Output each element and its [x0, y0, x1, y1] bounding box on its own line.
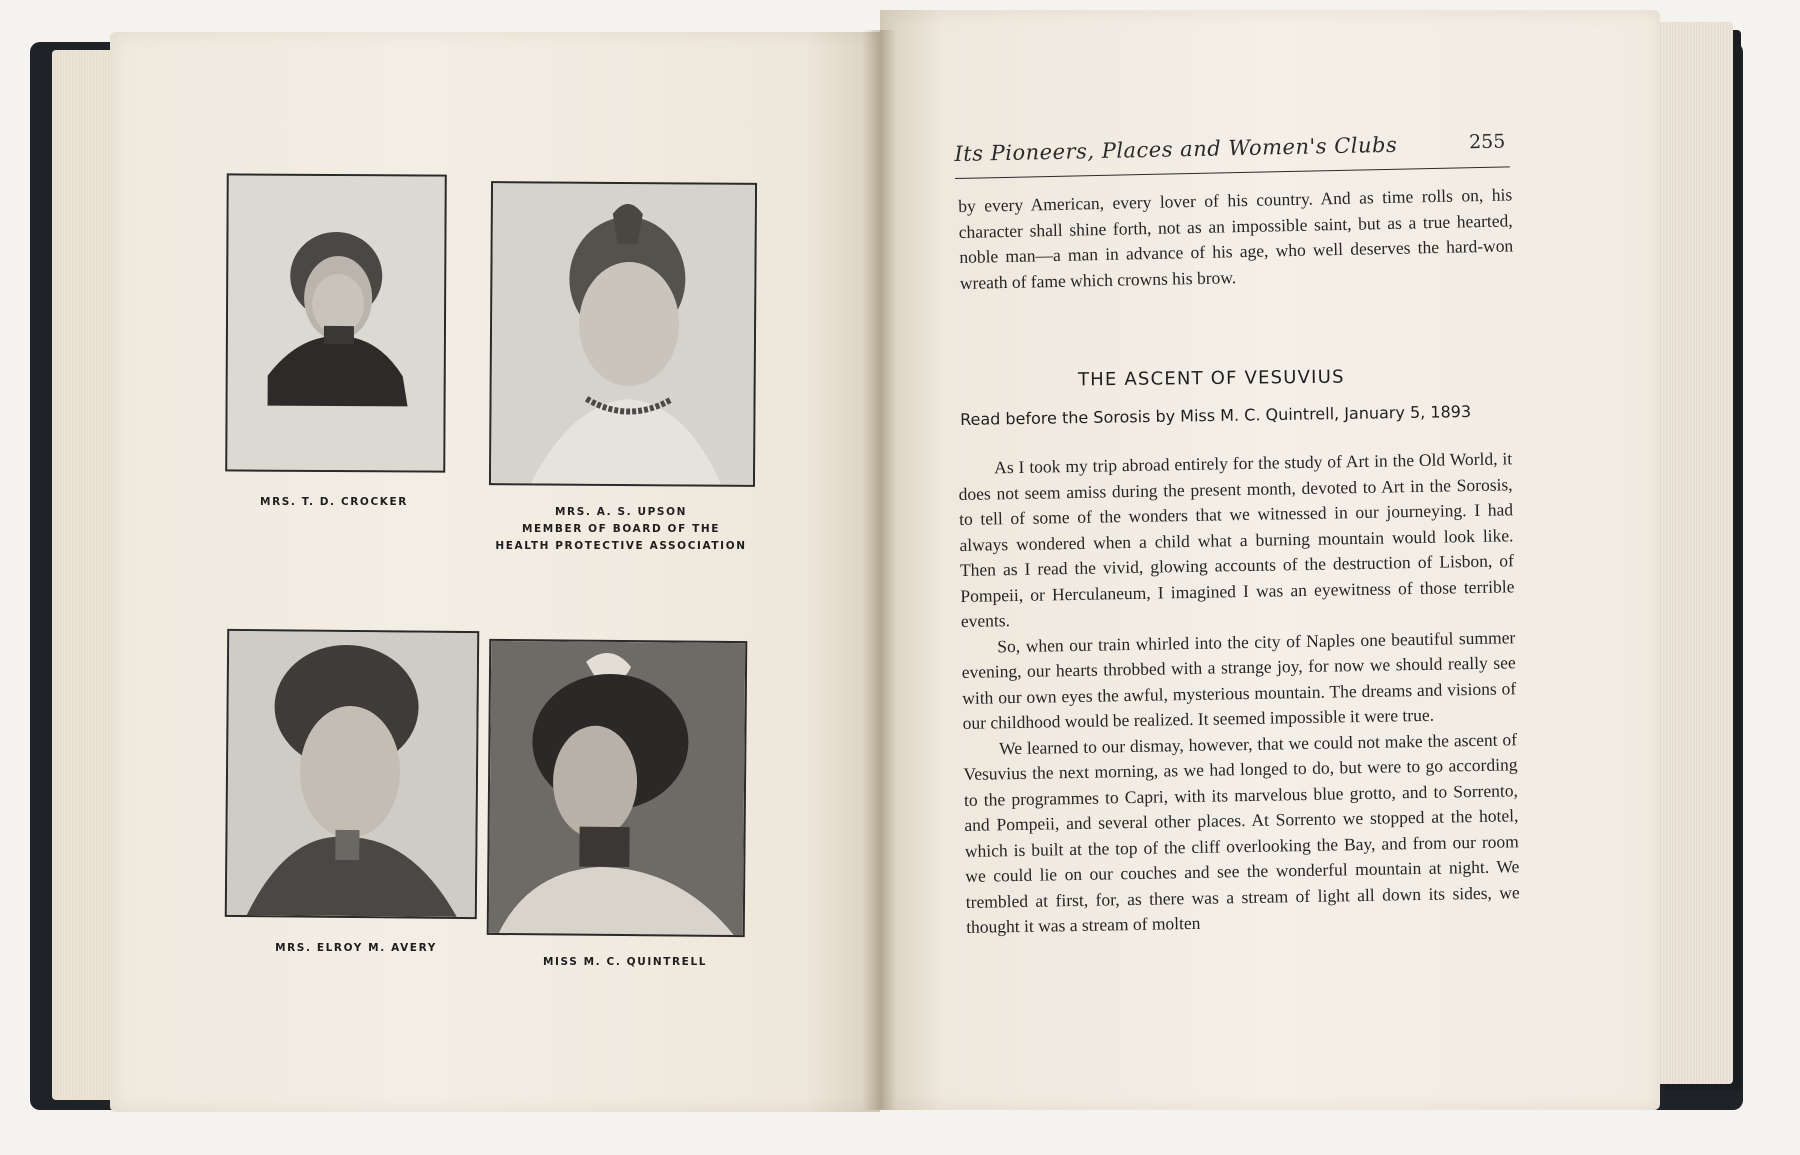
- running-title: Its Pioneers, Places and Women's Clubs: [954, 132, 1398, 167]
- body-text: [958, 446, 1520, 940]
- portrait-avery: [225, 629, 480, 919]
- portrait-quintrell-image: [489, 641, 746, 935]
- caption-line: MISS M. C. QUINTRELL: [542, 956, 708, 968]
- portrait-crocker: [225, 173, 447, 472]
- caption-quintrell: [500, 954, 750, 971]
- opening-paragraph: [958, 182, 1514, 296]
- portrait-avery-image: [227, 631, 477, 917]
- caption-line: MRS. ELROY M. AVERY: [275, 942, 437, 954]
- paragraph-text: by every American, every lover of his country. And as time rolls on, his character shall shine forth, not as an impossible saint, but as a true hearted, noble man—a man in advance of his age, who well deserves the hard-won wreath of fame which crowns his brow.: [958, 184, 1514, 293]
- body-paragraph: So, when our train whirled into the city of Naples one beautiful summer evening, our hearts throbbed with a strange joy, for now we should really see with our own eyes the awful, mysterious mountain. The dreams and visions of our childhood would be realized. It seemed impossible it were true.: [961, 626, 1517, 733]
- book-gutter: [862, 30, 896, 1110]
- caption-crocker: [226, 494, 442, 511]
- portrait-crocker-image: [227, 175, 445, 470]
- section-title: THE ASCENT OF VESUVIUS: [1077, 366, 1345, 391]
- caption-upson: [490, 504, 752, 555]
- portrait-quintrell: [487, 639, 748, 937]
- caption-line: MEMBER OF BOARD OF THE: [521, 523, 721, 535]
- portrait-upson-image: [491, 183, 755, 485]
- portrait-upson: [489, 181, 757, 487]
- caption-avery: [226, 940, 486, 957]
- body-paragraph: As I took my trip abroad entirely for the study of Art in the Old World, it does not seem amiss during the present month, devoted to Art in the Sorosis, to tell of some of the wonders that we witnessed in our journeying. I had always wondered when a child what a burning mountain would look like. Then as I read the vivid, glowing accounts of the destruction of Lisbon, of Pompeii, or Herculaneum, I imagined I was an eyewitness of those terrible events.: [958, 448, 1515, 631]
- caption-line: HEALTH PROTECTIVE ASSOCIATION: [495, 540, 747, 552]
- page-block-right-edge: [1655, 22, 1733, 1084]
- caption-line: MRS. T. D. CROCKER: [260, 496, 408, 508]
- page-number: 255: [1468, 130, 1506, 154]
- section-subtitle: Read before the Sorosis by Miss M. C. Quintrell, January 5, 1893: [960, 401, 1472, 429]
- caption-line: MRS. A. S. UPSON: [554, 506, 687, 518]
- body-paragraph: We learned to our dismay, however, that we could not make the ascent of Vesuvius the next morning, as we had longed to do, but were to go according to the programmes to Capri, with its marvelous blue grotto, and to Sorrento, and Pompeii, and several other places. At Sorrento we stopped at the hotel, which is built at the top of the cliff overlooking the Bay, and from our room we could lie on our couches and see the wonderful mountain at night. We trembled at first, for, as there was a stream of light all down its sides, we thought it was a stream of molten: [963, 728, 1520, 937]
